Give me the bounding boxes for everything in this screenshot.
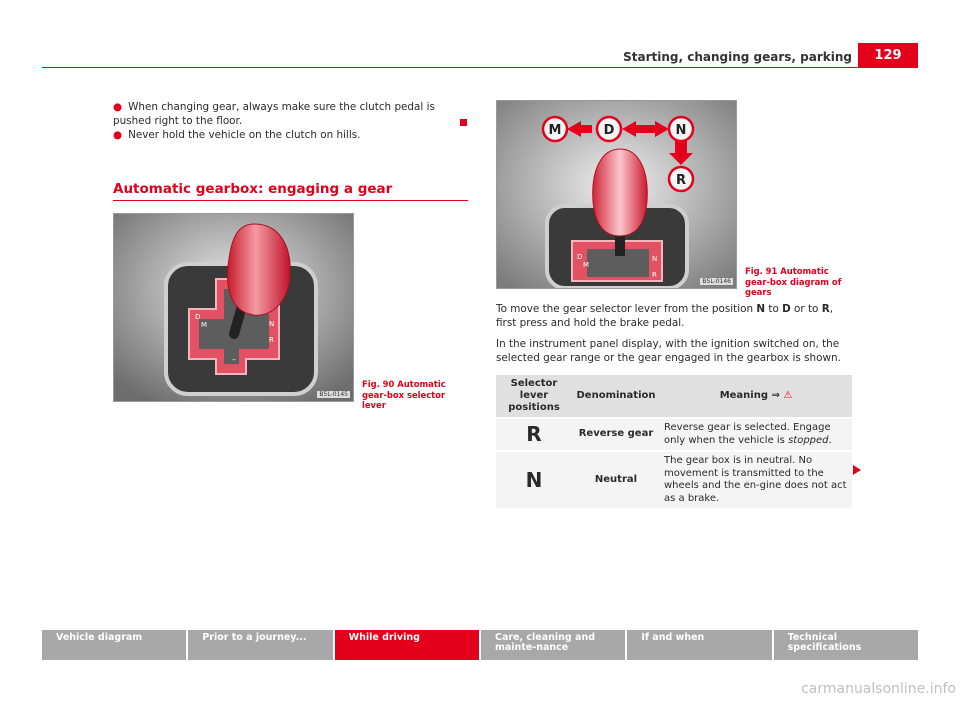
fig90-label-d: D <box>195 313 201 321</box>
nav-tab-technical-specifications[interactable]: Technical specifications <box>774 630 918 660</box>
table-header-denomination: Denomination <box>572 375 660 418</box>
gear-symbol-r: R <box>496 418 572 451</box>
table-row <box>496 451 852 508</box>
figure-91-gear-diagram <box>496 100 737 289</box>
gear-positions-table <box>496 375 852 508</box>
fig91-label-m: M <box>583 261 590 269</box>
bullet-dot: ● <box>113 101 123 113</box>
gear-meaning: Reverse gear is selected. Engage only when the vehicle is stopped. <box>660 418 852 451</box>
fig91-label-r: R <box>652 271 657 279</box>
fig91-letter-n: N <box>675 123 687 138</box>
gear-denomination: Reverse gear <box>572 418 660 451</box>
gear-denomination: Neutral <box>572 451 660 508</box>
watermark: carmanualsonline.info <box>801 681 956 697</box>
bullet-dot: ● <box>113 129 123 141</box>
fig91-label-d: D <box>577 253 583 261</box>
nav-tab-prior-to-journey[interactable]: Prior to a journey... <box>188 630 332 660</box>
nav-tab-vehicle-diagram[interactable]: Vehicle diagram <box>42 630 186 660</box>
body-paragraph-1: To move the gear selector lever from the position N to D or to R, first press and hold the brake pedal. <box>496 303 834 329</box>
figure-90-selector-lever <box>113 213 354 402</box>
header-rule <box>42 67 918 68</box>
figure-91-caption: Fig. 91 Automatic gear-box diagram of gears <box>745 266 842 297</box>
table-header-meaning: Meaning ⇒ ⚠ <box>660 375 852 418</box>
table-header-row <box>496 375 852 418</box>
figure-90-caption: Fig. 90 Automatic gear-box selector lever <box>362 379 446 410</box>
bullet-text: When changing gear, always make sure the clutch pedal is pushed right to the floor. <box>113 101 435 127</box>
fig90-label-n: N <box>269 320 275 328</box>
table-row <box>496 418 852 451</box>
nav-tab-while-driving[interactable]: While driving <box>335 630 479 660</box>
fig90-label-minus: – <box>232 355 236 364</box>
continue-arrow-icon <box>853 465 861 475</box>
bullet-item-2 <box>113 128 473 142</box>
gear-symbol-n: N <box>496 451 572 508</box>
fig90-label-m: M <box>201 321 208 329</box>
bullet-text: Never hold the vehicle on the clutch on hills. <box>128 129 361 141</box>
fig90-label-r: R <box>269 336 274 344</box>
fig91-label-n: N <box>652 255 658 263</box>
nav-tab-care-cleaning[interactable]: Care, cleaning and mainte-nance <box>481 630 625 660</box>
page-number: 129 <box>858 43 918 67</box>
bullet-item-1 <box>113 100 473 128</box>
warning-icon: ⚠ <box>783 390 793 401</box>
table-header-positions: Selector lever positions <box>496 375 572 418</box>
chapter-nav <box>42 630 918 660</box>
fig91-letter-d: D <box>603 123 615 138</box>
section-title: Automatic gearbox: engaging a gear <box>113 181 393 197</box>
figure-code: B5L-0146 <box>702 278 731 285</box>
section-end-marker <box>460 119 467 126</box>
body-paragraph-2: In the instrument panel display, with the ignition switched on, the selected gear range or the gear engaged in the gearbox is shown. <box>496 338 841 364</box>
figure-code: B5L-0145 <box>319 391 348 398</box>
fig91-letter-r: R <box>675 173 687 188</box>
section-rule <box>113 200 468 201</box>
running-header: Starting, changing gears, parking <box>623 50 852 64</box>
gear-meaning: The gear box is in neutral. No movement is transmitted to the wheels and the en-gine does not act as a brake. <box>660 451 852 508</box>
nav-tab-if-and-when[interactable]: If and when <box>627 630 771 660</box>
fig91-letter-m: M <box>548 123 562 138</box>
